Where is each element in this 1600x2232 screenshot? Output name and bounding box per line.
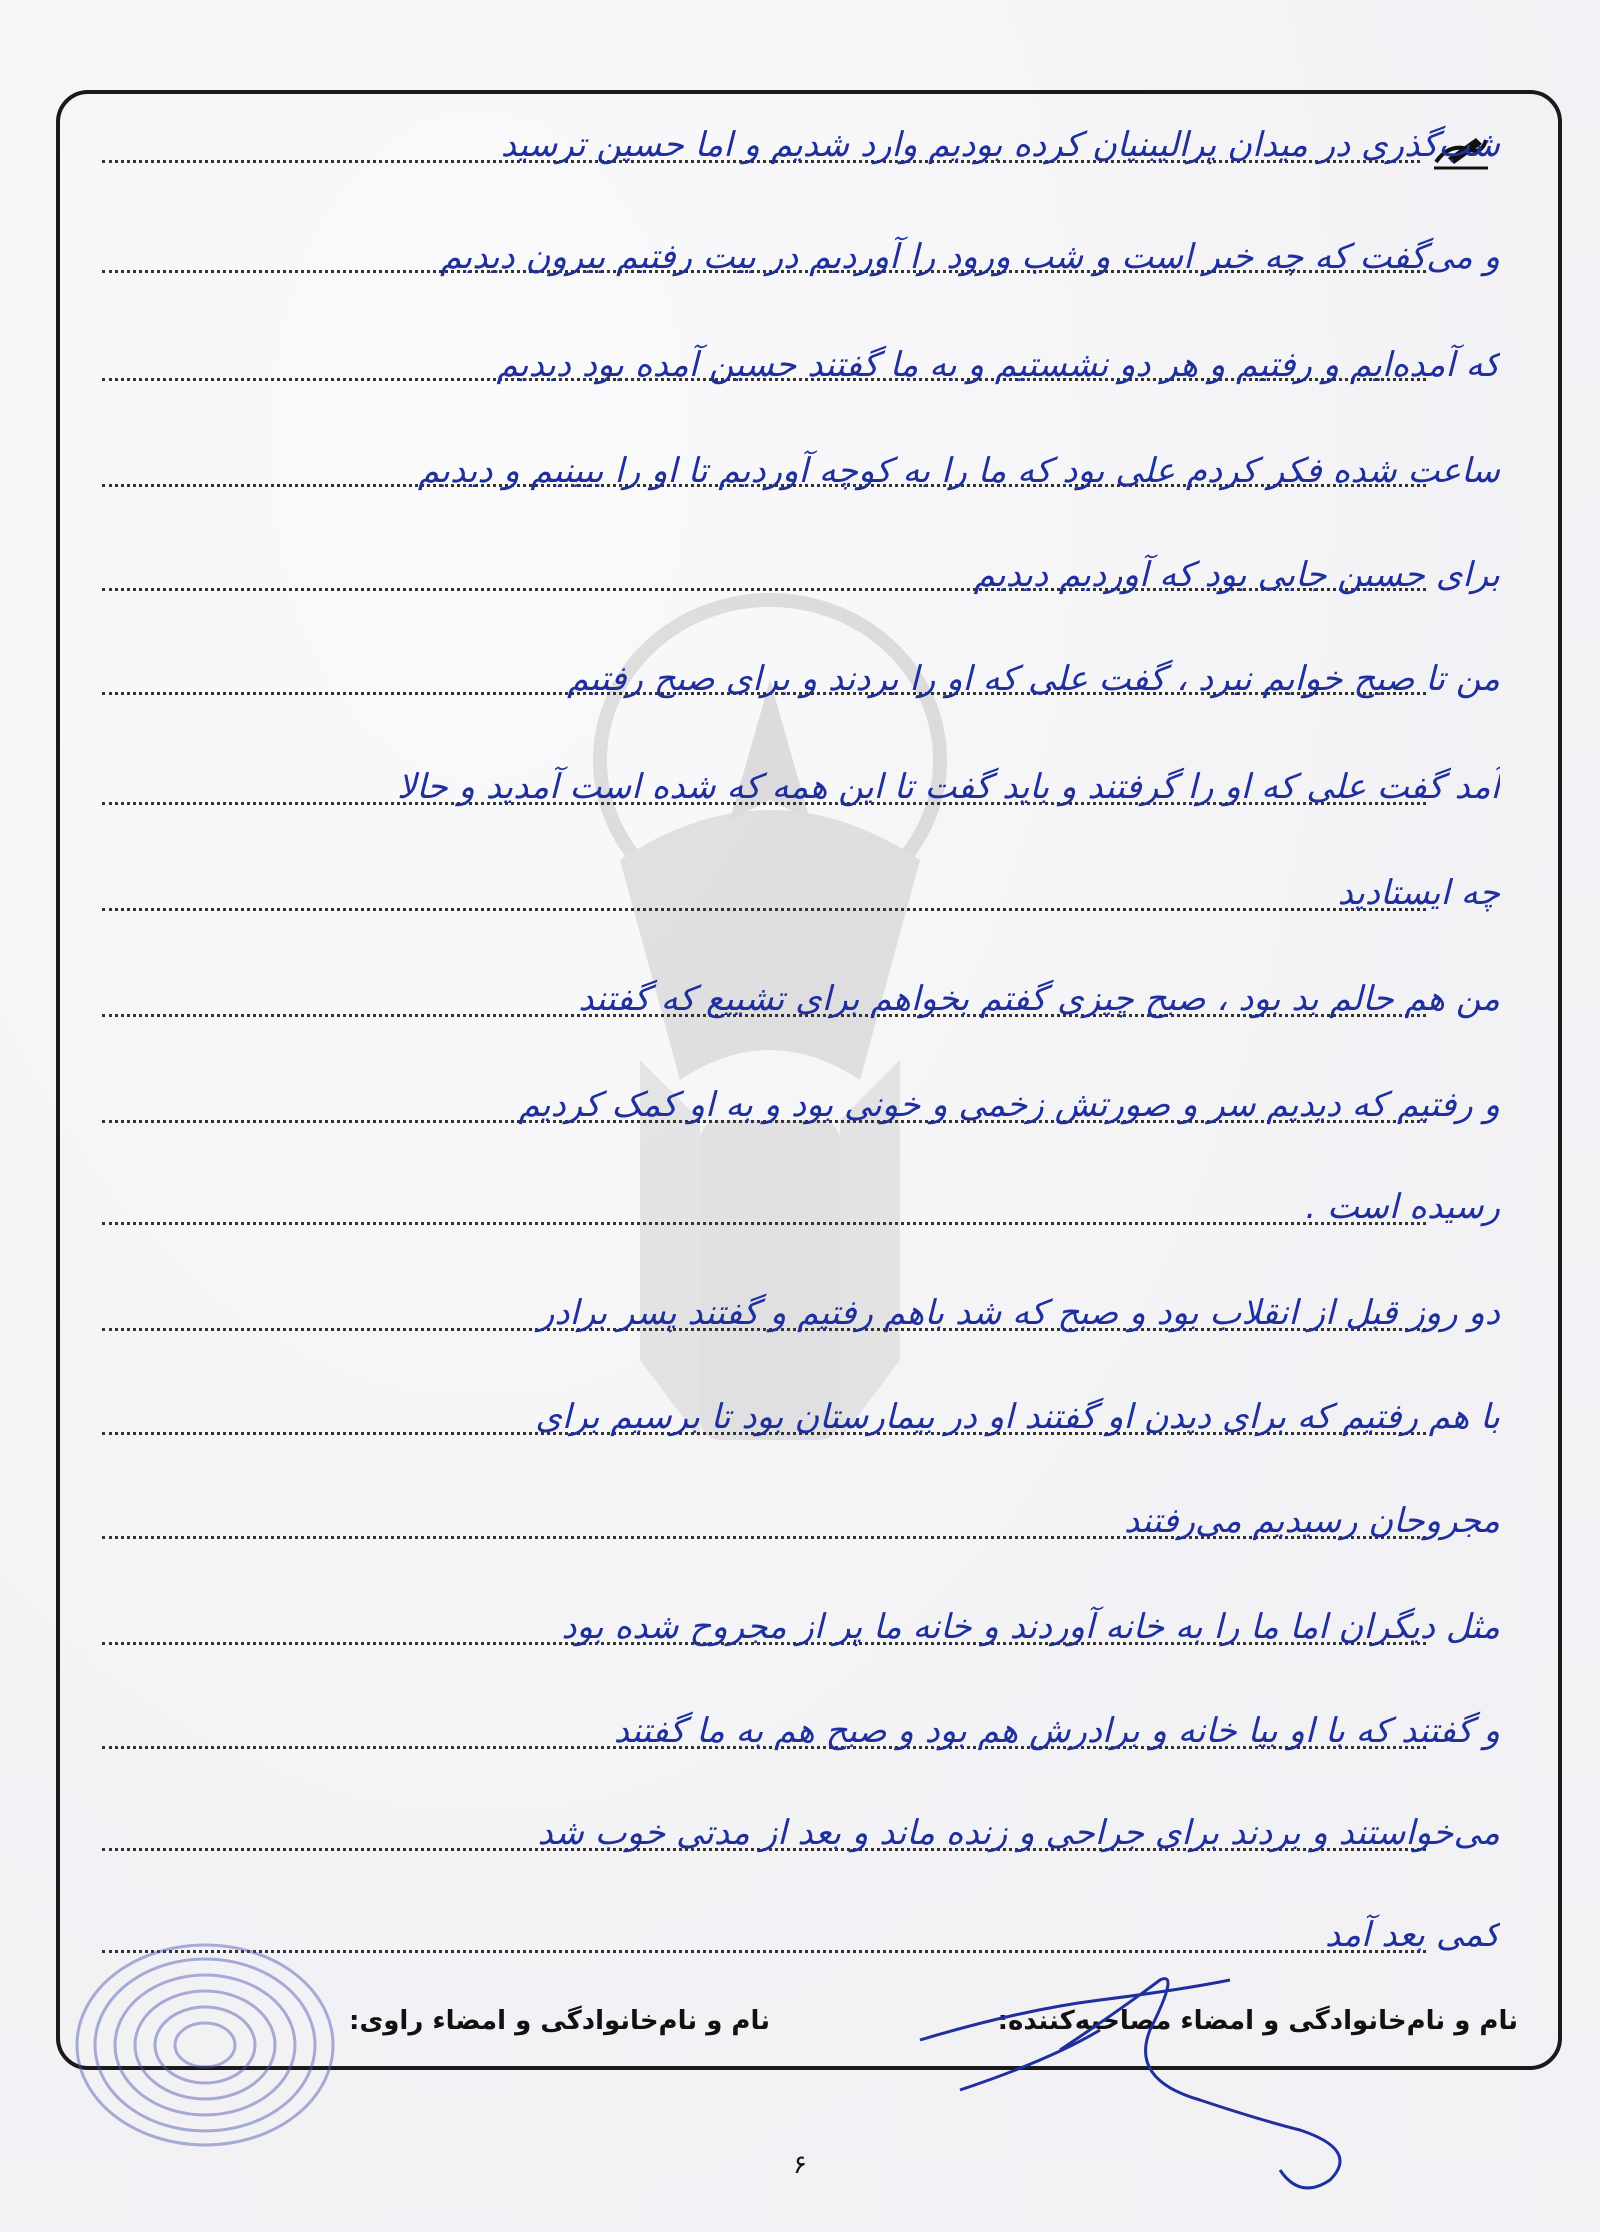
handwritten-line: و می‌گفت که چه خبر است و شب ورود را آوردیم در بیت رفتیم بیرون دیدیم [440, 237, 1500, 277]
handwritten-line: ساعت شده فکر کردم علی بود که ما را به کوچه آوردیم تا او را ببینیم و دیدیم [417, 451, 1500, 491]
handwritten-line: کمی بعد آمد [1324, 1915, 1500, 1955]
handwritten-line: و گفتند که با او بیا خانه و برادرش هم بود و صبح هم به ما گفتند [613, 1711, 1500, 1751]
signature-mark [900, 1940, 1460, 2200]
page-number: ۶ [793, 2150, 807, 2180]
handwritten-line: من تا صبح خوابم نبرد ، گفت علی که او را بردند و برای صبح رفتیم [567, 659, 1500, 699]
handwritten-line: آمد گفت علی که او را گرفتند و باید گفت تا این همه که شده است آمدید و حالا [396, 767, 1500, 807]
handwritten-line: رسیده است . [1305, 1187, 1500, 1227]
handwritten-line: برای حسین جایی بود که آوردیم دیدیم [973, 555, 1500, 595]
handwritten-line: مثل دیگران اما ما را به خانه آوردند و خانه ما پر از مجروح شده بود [561, 1607, 1500, 1647]
handwritten-line: چه ایستادید [1337, 873, 1500, 913]
handwritten-line: می‌خواستند و بردند برای جراحی و زنده ماند و بعد از مدتی خوب شد [537, 1813, 1500, 1853]
handwritten-line: شب‌گذری در میدان پرالیبنیان کرده بودیم وارد شدیم و اما حسین ترسید [500, 125, 1500, 165]
handwritten-line: و رفتیم که دیدیم سر و صورتش زخمی و خونی بود و به او کمک کردیم [518, 1085, 1500, 1125]
handwritten-line: مجروحان رسیدیم می‌رفتند [1124, 1501, 1500, 1541]
handwritten-line: با هم رفتیم که برای دیدن او گفتند او در بیمارستان بود تا برسیم برای [535, 1397, 1500, 1437]
narrator-signature-label: نام و نام‌خانوادگی و امضاء راوی: [349, 2006, 770, 2036]
handwritten-line: من هم حالم بد بود ، صبح چیزی گفتم بخواهم برای تشییع که گفتند [578, 979, 1500, 1019]
interviewer-signature-label: نام و نام‌خانوادگی و امضاء مصاحبه‌کننده: [997, 2006, 1518, 2036]
handwritten-line: دو روز قبل از انقلاب بود و صبح که شد باهم رفتیم و گفتند پسر برادر [537, 1293, 1500, 1333]
handwritten-line: که آمده‌ایم و رفتیم و هر دو نشستیم و به ما گفتند حسین آمده بود دیدیم [496, 345, 1500, 385]
fingerprint-mark [70, 1930, 340, 2160]
